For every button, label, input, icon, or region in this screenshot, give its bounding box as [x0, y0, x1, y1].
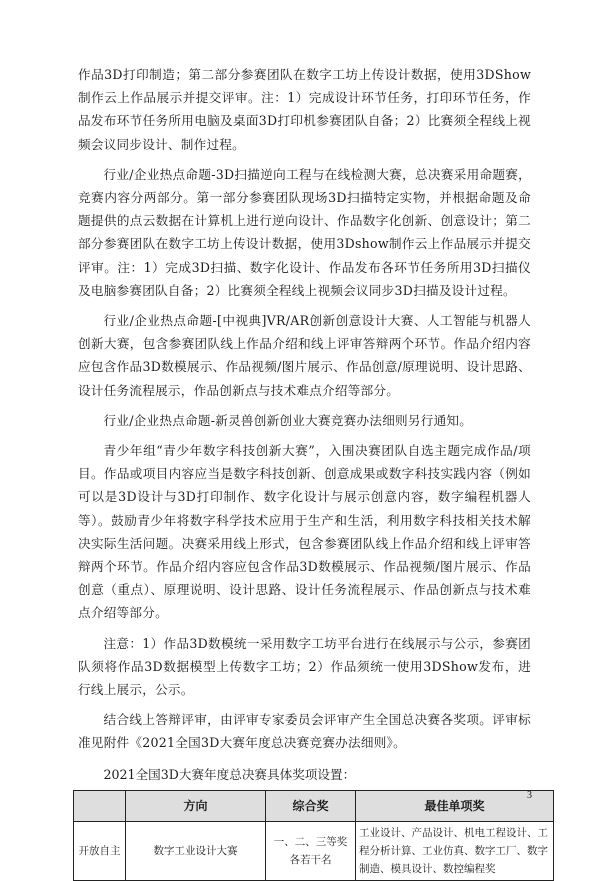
header-category	[74, 790, 126, 821]
header-best-single-award: 最佳单项奖	[356, 790, 554, 821]
awards-table	[73, 790, 554, 881]
paragraph-vr-ar-ai: 行业/企业热点命题-[中视典]VR/AR创新创意设计大赛、人工智能与机器人创新大赛，包含参赛团队线上作品介绍和线上评审答辩两个环节。作品介绍内容应包含作品3D数模展示、作品视频/图片展示、作品创意/原理说明、设计思路、设计任务流程展示，作品创新点与技术难点介绍等部分。	[78, 313, 531, 398]
header-comprehensive-award: 综合奖	[266, 790, 356, 821]
table-row	[74, 821, 554, 880]
cell-comprehensive-award: 一、二、三等奖各若干名	[266, 821, 356, 880]
page-body	[78, 63, 548, 881]
table-caption: 2021全国3D大赛年度总决赛具体奖项设置：	[103, 766, 356, 782]
cell-best-single-award: 工业设计、产品设计、机电工程设计、工程分析计算、工业仿真、数字工厂、数字制造、模具设计、数控编程奖	[356, 821, 554, 880]
paragraph-3d-scanning: 行业/企业热点命题-3D扫描逆向工程与在线检测大赛，总决赛采用命题赛，竞赛内容分两部分。第一部分参赛团队现场3D扫描特定实物，并根据命题及命题提供的点云数据在计算机上进行逆向设计、作品数字化创新、创意设计；第二部分参赛团队在数字工坊上传设计数据，使用3Dshow制作云上作品展示并提交评审。注：1）完成3D扫描、数字化设计、作品发布各环节任务所用3D扫描仪及电脑参赛团队自备；2）比赛须全程线上视频会议同步3D扫描及设计过程。	[78, 166, 531, 298]
paragraph-youth-group: 青少年组“青少年数字科技创新大赛”，入围决赛团队自选主题完成作品/项目。作品或项目内容应当是数字科技创新、创意成果或数字科技实践内容（例如可以是3D设计与3D打印制作、数字化设计与展示创意内容，数字编程机器人等）。鼓励青少年将数字科学技术应用于生产和生活，利用数字科技相关技术解决实际生活问题。决赛采用线上形式，包含参赛团队线上作品介绍和线上评审答辩两个环节。作品介绍内容应包含作品3D数模展示、作品视频/图片展示、作品创意（重点）、原理说明、设计思路、设计任务流程展示、作品创新点与技术难点介绍等部分。	[78, 443, 531, 621]
paragraph-xinlingshou: 行业/企业热点命题-新灵兽创新创业大赛竞赛办法细则另行通知。	[103, 412, 473, 428]
table-header-row	[74, 790, 554, 821]
cell-direction: 数字工业设计大赛	[126, 821, 266, 880]
paragraph-notice: 注意：1）作品3D数模统一采用数字工坊平台进行在线展示与公示，参赛团队须将作品3D数据模型上传数字工坊；2）作品须统一使用3DShow发布，进行线上展示，公示。	[78, 635, 531, 698]
cell-category: 开放自主	[74, 821, 126, 880]
header-direction: 方向	[126, 790, 266, 821]
paragraph-online-defense: 结合线上答辩评审，由评审专家委员会评审产生全国总决赛各奖项。评审标准见附件《2021全国3D大赛年度总决赛竞赛办法细则》。	[78, 712, 531, 751]
page-number: 3	[527, 790, 532, 801]
paragraph-printing-continuation: 作品3D打印制造；第二部分参赛团队在数字工坊上传设计数据，使用3DShow制作云上作品展示并提交评审。注：1）完成设计环节任务，打印环节任务，作品发布环节任务所用电脑及桌面3D打印机参赛团队自备；2）比赛须全程线上视频会议同步设计、制作过程。	[78, 67, 531, 152]
